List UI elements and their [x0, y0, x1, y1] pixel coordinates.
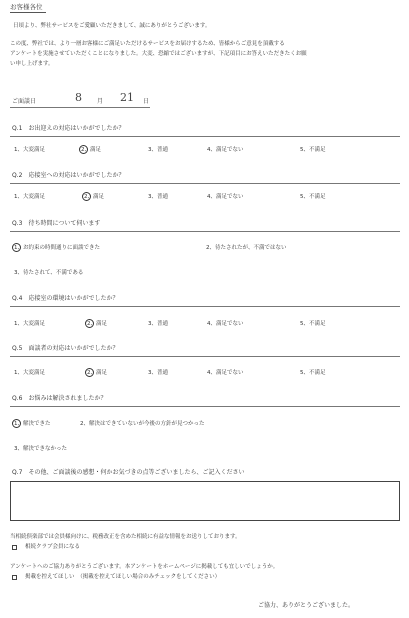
q5-selected-mark [85, 368, 94, 377]
title-underline [10, 12, 46, 13]
q6-option-2[interactable]: 2、解決はできていないが今後の方針が見つかった [80, 421, 205, 427]
q4-selected-mark [85, 319, 94, 328]
club-notice: 当相続倶楽部では会員様向けに、税務改正を含めた相続に有益な情報をお送りしております。 [10, 534, 241, 540]
q5-rule [10, 356, 400, 357]
q1-option-4[interactable]: 4、満足でない [207, 147, 244, 153]
document-title: お客様各位 [10, 3, 43, 11]
intro-line-1: 日頃より、弊社サービスをご愛顧いただきまして、誠にありがとうございます。 [13, 23, 211, 29]
comment-textarea[interactable] [10, 481, 400, 521]
intro-line-4: い申し上げます。 [10, 61, 54, 67]
q6-option-1[interactable]: 1、解決できた [14, 421, 51, 427]
q6-question: Q.6 お悩みは解決されましたか？ [12, 395, 107, 402]
q2-option-2[interactable]: 2、満足 [84, 194, 104, 200]
q1-option-5[interactable]: 5、不満足 [300, 147, 326, 153]
q3-option-2[interactable]: 2、待たされたが、不満ではない [206, 245, 287, 251]
q4-option-4[interactable]: 4、満足でない [207, 321, 244, 327]
q1-rule [10, 136, 400, 137]
q5-option-5[interactable]: 5、不満足 [300, 370, 326, 376]
intro-line-2: この度、弊社では、より一層お客様にご満足いただけるサービスをお届けするため、皆様からご意見を頂戴する [10, 41, 285, 47]
q5-option-1[interactable]: 1、大変満足 [14, 370, 45, 376]
q1-option-2[interactable]: 2、満足 [81, 147, 101, 153]
q2-option-5[interactable]: 5、不満足 [300, 194, 326, 200]
q5-option-3[interactable]: 3、普通 [148, 370, 168, 376]
publish-notice: アンケートへのご協力ありがとうございます。本アンケートをホームページに掲載しても宜しいでしょうか。 [10, 564, 279, 570]
publish-checkbox[interactable] [12, 575, 17, 580]
intro-line-3: アンケートを実施させていただくことになりました。大変、恐縮ではございますが、下記項目にお答えいただきたくお願 [10, 51, 307, 57]
q6-option-3[interactable]: 3、解決できなかった [14, 446, 67, 452]
q3-option-1[interactable]: 1、お約束の時間通りに面談できた [14, 245, 101, 251]
q7-question: Q.7 その他、ご面談後の感想・何かお気づきの点等ございましたら、ご記入ください [12, 469, 245, 476]
q2-option-4[interactable]: 4、満足でない [207, 194, 244, 200]
q3-question: Q.3 待ち時間について伺います [12, 220, 101, 227]
q6-selected-mark [12, 419, 21, 428]
q2-selected-mark [82, 192, 91, 201]
date-underline [10, 107, 150, 108]
q4-option-1[interactable]: 1、大変満足 [14, 321, 45, 327]
q6-rule [10, 406, 400, 407]
visit-month-value: 8 [75, 91, 82, 104]
publish-checkbox-label: 掲載を控えてほしい （掲載を控えてほしい場合のみチェックをしてください） [25, 574, 221, 580]
q2-option-1[interactable]: 1、大変満足 [14, 194, 45, 200]
q1-option-1[interactable]: 1、大変満足 [14, 147, 45, 153]
q4-rule [10, 306, 400, 307]
q4-option-3[interactable]: 3、普通 [148, 321, 168, 327]
q5-question: Q.5 面談者の対応はいかがでしたか？ [12, 345, 119, 352]
q1-option-3[interactable]: 3、普通 [148, 147, 168, 153]
q3-rule [10, 231, 400, 232]
q4-option-2[interactable]: 2、満足 [87, 321, 107, 327]
q4-question: Q.4 応接室の環境はいかがでしたか？ [12, 295, 119, 302]
q3-option-3[interactable]: 3、待たされて、不満である [14, 270, 84, 276]
visit-month-unit: 月 [97, 98, 104, 105]
q2-question: Q.2 応接室への対応はいかがでしたか？ [12, 172, 125, 179]
q1-selected-mark [79, 145, 88, 154]
q3-selected-mark [12, 243, 21, 252]
visit-day-unit: 日 [143, 98, 150, 105]
visit-date-label: ご面談日 [12, 98, 37, 105]
q5-option-4[interactable]: 4、満足でない [207, 370, 244, 376]
visit-day-value: 21 [120, 91, 134, 104]
club-checkbox[interactable] [12, 545, 17, 550]
q1-question: Q.1 お出迎えの対応はいかがでしたか？ [12, 125, 125, 132]
q4-option-5[interactable]: 5、不満足 [300, 321, 326, 327]
q5-option-2[interactable]: 2、満足 [87, 370, 107, 376]
closing-thanks: ご協力、ありがとうございました。 [258, 602, 355, 609]
q2-rule [10, 183, 400, 184]
q2-option-3[interactable]: 3、普通 [148, 194, 168, 200]
club-checkbox-label: 相続クラブ会員になる [25, 544, 81, 550]
